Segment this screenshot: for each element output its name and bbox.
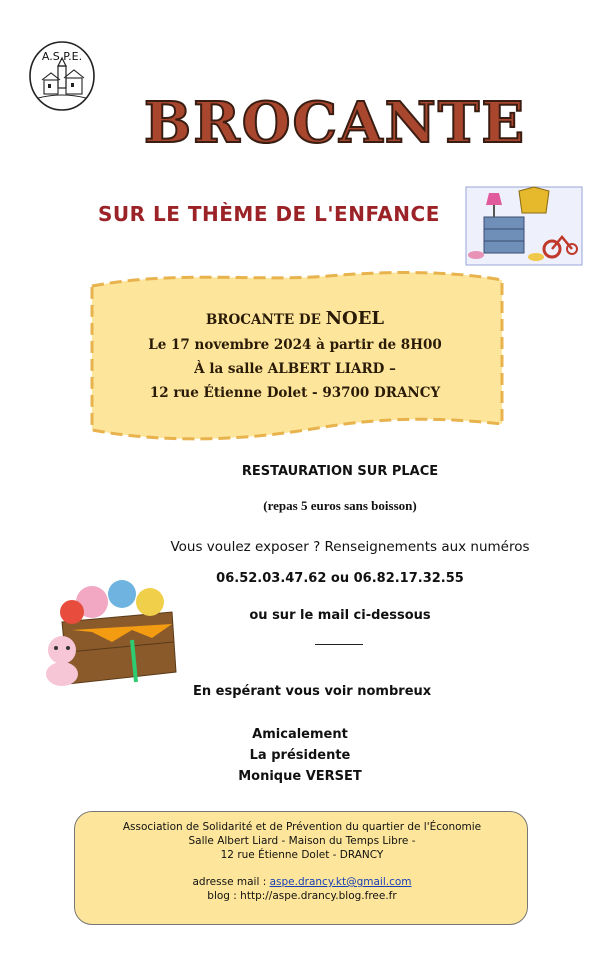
footer-line-1: Association de Solidarité et de Prévention du quartier de l'Économie xyxy=(122,821,482,833)
aspe-logo xyxy=(28,40,96,112)
toy-box-illustration xyxy=(32,572,180,690)
theme-subtitle: SUR LE THÈME DE L'ENFANCE xyxy=(98,202,440,226)
repas-text: (repas 5 euros sans boisson) xyxy=(263,498,417,513)
banner-noel: NOEL xyxy=(325,308,385,329)
mail-note: ou sur le mail ci-dessous xyxy=(249,608,431,623)
exposer-text: Vous voulez exposer ? Renseignements aux numéros xyxy=(170,539,530,555)
sign-name: Monique VERSET xyxy=(238,769,362,784)
mail-label: adresse mail : xyxy=(192,876,270,888)
divider xyxy=(315,644,363,645)
furniture-illustration xyxy=(464,183,584,269)
brocante-title-text: BROCANTE xyxy=(143,90,527,156)
sign-amicalement: Amicalement xyxy=(252,727,348,742)
hope-text: En espérant vous voir nombreux xyxy=(193,684,432,699)
footer-blog[interactable]: blog : http://aspe.drancy.blog.free.fr xyxy=(207,890,397,902)
banner-line-4: 12 rue Étienne Dolet - 93700 DRANCY xyxy=(149,385,441,401)
mail-link[interactable]: aspe.drancy.kt@gmail.com xyxy=(269,876,412,888)
banner-line-2: Le 17 novembre 2024 à partir de 8H00 xyxy=(148,337,442,353)
banner-line-3: À la salle ALBERT LIARD – xyxy=(194,361,396,377)
sign-presidente: La présidente xyxy=(249,748,351,763)
association-footer xyxy=(74,811,528,925)
footer-line-3: 12 rue Étienne Dolet - DRANCY xyxy=(220,849,384,861)
logo-text: A.S.P.E. xyxy=(41,50,83,63)
banner-line-1: BROCANTE DE NOEL xyxy=(205,308,385,329)
restauration-text: RESTAURATION SUR PLACE xyxy=(241,464,439,479)
signature-block xyxy=(200,724,400,787)
footer-mail-line xyxy=(75,876,529,888)
phone-numbers: 06.52.03.47.62 ou 06.82.17.32.55 xyxy=(216,571,464,586)
event-banner xyxy=(88,268,506,444)
brocante-title xyxy=(140,86,530,156)
footer-line-2: Salle Albert Liard - Maison du Temps Libre - xyxy=(188,835,416,847)
